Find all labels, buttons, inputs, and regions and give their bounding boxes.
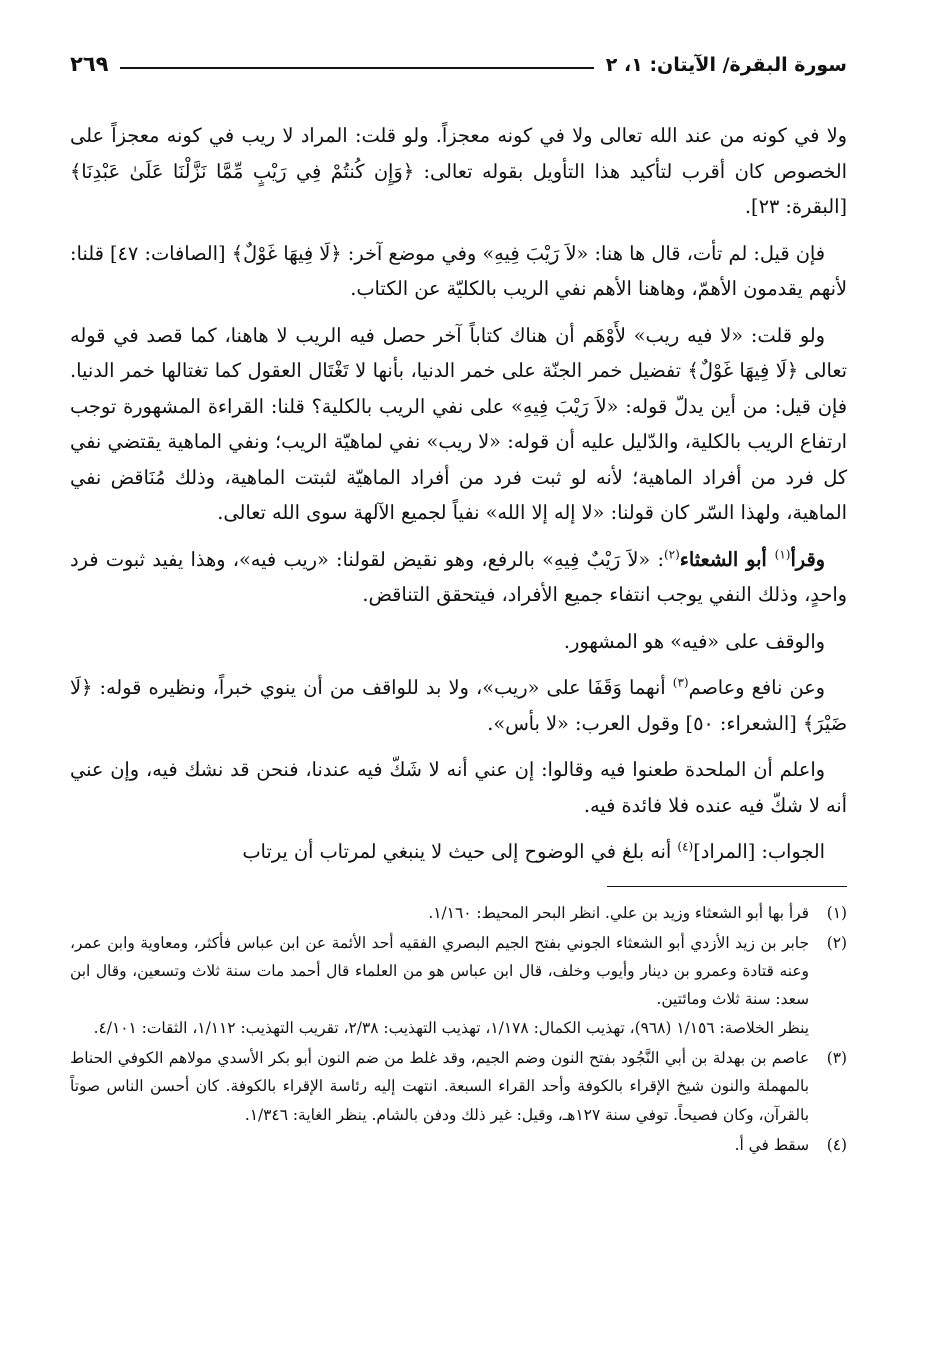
main-text xyxy=(70,118,847,870)
footnote-text: قرأ بها أبو الشعثاء وزيد بن علي. انظر البحر المحيط: ١/١٦٠. xyxy=(428,903,809,922)
footnote-number: (٤) xyxy=(826,1135,847,1154)
footnote-ref[interactable]: (٢) xyxy=(663,547,680,562)
footnote xyxy=(70,929,847,1042)
footnote-number: (٢) xyxy=(826,933,847,952)
paragraph-text: : «لاَ رَيْبٌ فِيهِ» بالرفع، وهو نقيض لقولنا: «ريب فيه»، وهذا يفيد ثبوت فرد واحدٍ، وذلك النفي يوجب انتفاء جميع الأفراد، فيتحقق التناقض. xyxy=(70,547,847,606)
running-title: سورة البقرة/ الآيتان: ١، ٢ xyxy=(605,54,847,76)
footnote-text: سقط في أ. xyxy=(734,1135,809,1154)
footnote-text: جابر بن زيد الأزدي أبو الشعثاء الجوني بفتح الجيم البصري الفقيه أحد الأئمة عن ابن عباس فأكثر، ومعاوية وابن عمر، وعنه قتادة وعمرو بن دينار وأيوب وخلف، قال ابن عباس هو من العلماء قال أحمد مات سنة ثلاث وتسعين، وقال ابن سعد: سنة ثلاث ومائتين. xyxy=(70,933,809,1009)
paragraph xyxy=(70,834,847,870)
page-header xyxy=(70,36,847,76)
paragraph xyxy=(70,542,847,613)
footnote xyxy=(70,1131,847,1159)
paragraph: والوقف على «فيه» هو المشهور. xyxy=(563,629,825,653)
paragraph-text: أنهما وَقَفَا على «ريب»، ولا بد للواقف من أن ينوي خبراً، ونظيره قوله: ﴿لَا ضَيْرَ﴾ [الشعراء: ٥٠] وقول العرب: «لا بأس». xyxy=(70,676,847,735)
footnote xyxy=(70,1044,847,1129)
footnote-ref[interactable]: (٤) xyxy=(677,839,694,854)
footnote-text: ينظر الخلاصة: ١/١٥٦ (٩٦٨)، تهذيب الكمال: ١/١٧٨، تهذيب التهذيب: ٢/٣٨، تقريب التهذيب: ١/١١٢، الثقات: ٤/١٠١. xyxy=(93,1018,809,1037)
footnote xyxy=(70,899,847,927)
footnote-text: عاصم بن بهدلة بن أبي النَّجُود بفتح النون وضم الجيم، وقد غلط من ضم النون أبو بكر الأسدي مولاهم الكوفي الحناط بالمهملة والنون شيخ الإقراء بالكوفة وأحد القراء السبعة. انتهت إليه رئاسة الإقراء بالكوفة. كان أحسن الناس صوتاً بالقرآن، وكان فصيحاً. توفي سنة ١٢٧هـ، وقيل: غير ذلك ودفن بالشام. ينظر الغاية: ١/٣٤٦. xyxy=(70,1048,809,1124)
footnote-ref[interactable]: (٣) xyxy=(672,675,689,690)
paragraph xyxy=(70,670,847,741)
paragraph-text: أنه بلغ في الوضوح إلى حيث لا ينبغي لمرتاب أن يرتاب xyxy=(242,840,678,863)
footnotes xyxy=(70,899,847,1160)
paragraph: واعلم أن الملحدة طعنوا فيه وقالوا: إن عني أنه لا شَكّ فيه عندنا، فنحن قد نشك فيه، وإن عني أنه لا شكّ فيه عنده فلا فائدة فيه. xyxy=(70,758,847,817)
bold-word: وقرأ xyxy=(790,547,825,571)
footnote-ref[interactable]: (١) xyxy=(774,547,791,562)
reader-name: أبو الشعثاء xyxy=(679,547,775,571)
footnote-number: (١) xyxy=(826,903,847,922)
paragraph: ولا في كونه من عند الله تعالى ولا في كونه معجزاً. ولو قلت: المراد لا ريب في كونه معجزاً على الخصوص كان أقرب لتأكيد هذا التأويل بقوله تعالى: ﴿وَإِن كُنتُمْ فِي رَيْبٍ مِّمَّا نَزَّلْنَا عَلَىٰ عَبْدِنَا﴾ [البقرة: ٢٣]. xyxy=(70,124,847,218)
paragraph: ولو قلت: «لا فيه ريب» لأَوْهَم أن هناك كتاباً آخر حصل فيه الريب لا هاهنا، كما قصد في قوله تعالى ﴿لَا فِيهَا غَوْلٌ﴾ تفضيل خمر الجنّة على خمر الدنيا، بأنها لا تَغْتَال العقول كما تغتالها خمر الدنيا. فإن قيل: من أين يدلّ قوله: «لاَ رَيْبَ فِيهِ» على نفي الريب بالكلية؟ قلنا: القراءة المشهورة توجب ارتفاع الريب بالكلية، والدّليل عليه أن قوله: «لا ريب» نفي لماهيّة الريب؛ ونفي الماهية يقتضي نفي كل فرد من أفراد الماهية؛ لأنه لو ثبت فرد من أفراد الماهيّة لثبتت الماهية، وذلك مُنَاقض نفي الماهية، ولهذا السّر كان قولنا: «لا إله إلا الله» نفياً لجميع الآلهة سوى الله تعالى. xyxy=(70,323,847,524)
footnote-number: (٣) xyxy=(826,1048,847,1067)
paragraph-text: الجواب: [المراد] xyxy=(693,840,825,863)
page-number: ٢٦٩ xyxy=(70,52,109,76)
paragraph-text: وعن نافع وعاصم xyxy=(688,676,825,699)
header-rule xyxy=(120,67,593,69)
footnote-separator xyxy=(607,886,847,887)
paragraph: فإن قيل: لم تأت، قال ها هنا: «لاَ رَيْبَ فِيهِ» وفي موضع آخر: ﴿لَا فِيهَا غَوْلٌ﴾ [الصافات: ٤٧] قلنا: لأنهم يقدمون الأهمّ، وهاهنا الأهم نفي الريب بالكليّة عن الكتاب. xyxy=(70,241,847,300)
